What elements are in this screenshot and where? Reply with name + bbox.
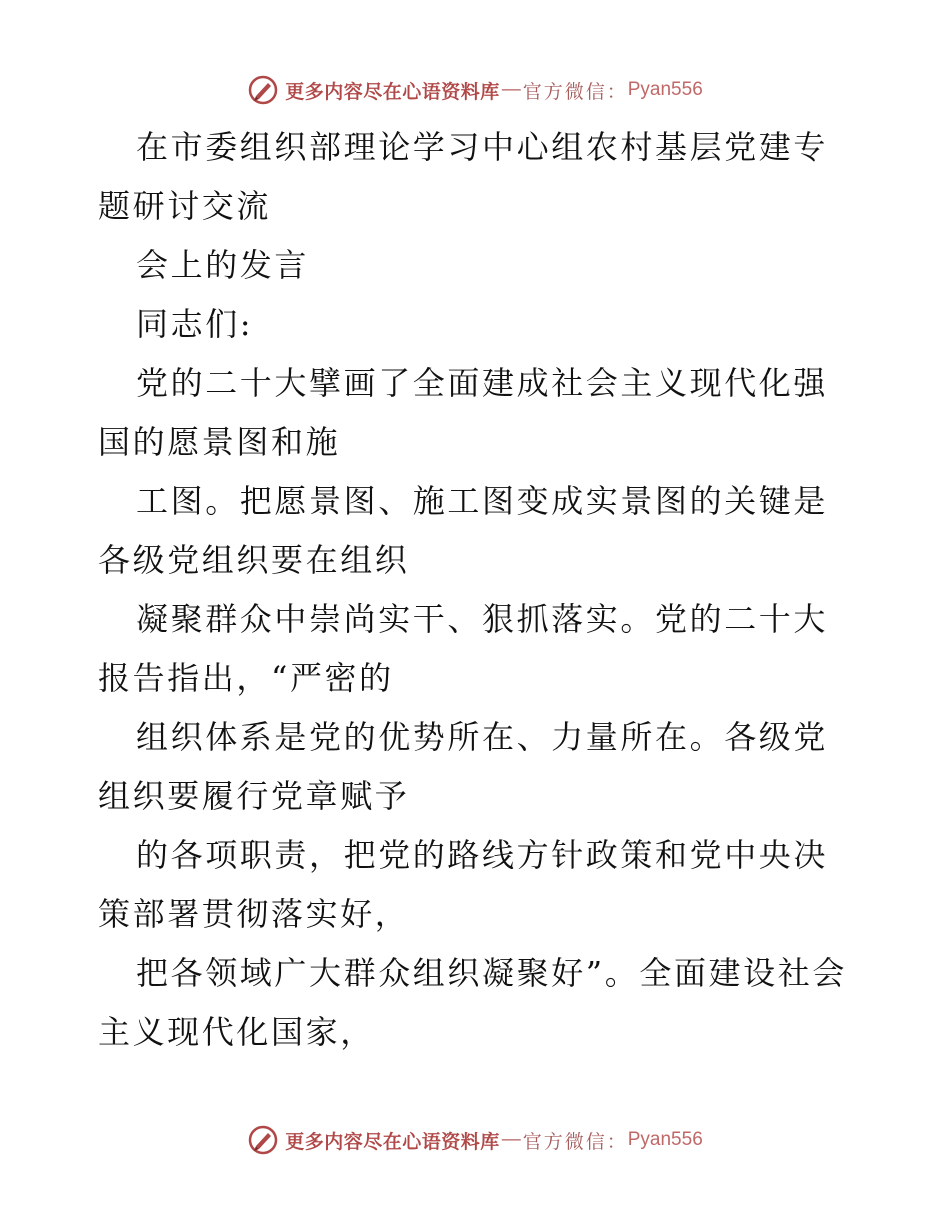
watermark-separator: — <box>501 79 521 100</box>
paragraph: 工图。把愿景图、施工图变成实景图的关键是各级党组织要在组织 <box>98 482 829 579</box>
paragraph: 同志们: <box>136 305 254 343</box>
paragraph: 党的二十大擘画了全面建成社会主义现代化强国的愿景图和施 <box>98 364 829 461</box>
watermark-wechat-id: Pyan556 <box>627 1129 703 1150</box>
pen-logo-icon <box>247 74 279 106</box>
paragraph: 的各项职责，把党的路线方针政策和党中央决策部署贯彻落实好， <box>98 836 829 933</box>
paragraph: 把各领域广大群众组织凝聚好”。全面建设社会主义现代化国家， <box>98 954 847 1051</box>
paragraph: 在市委组织部理论学习中心组农村基层党建专题研讨交流 <box>98 128 829 225</box>
document-body <box>98 118 858 1062</box>
pen-logo-icon <box>247 1124 279 1156</box>
watermark-separator: — <box>501 1129 521 1150</box>
watermark-wechat-label: 官方微信： <box>522 1131 628 1153</box>
header-watermark <box>0 74 950 106</box>
paragraph: 组织体系是党的优势所在、力量所在。各级党组织要履行党章赋予 <box>98 718 829 815</box>
watermark-wechat-id: Pyan556 <box>627 79 703 100</box>
watermark-wechat-label: 官方微信： <box>522 81 628 103</box>
watermark-main-text: 更多内容尽在心语资料库 <box>285 81 500 103</box>
footer-watermark <box>0 1124 950 1156</box>
paragraph: 凝聚群众中崇尚实干、狠抓落实。党的二十大报告指出，“严密的 <box>98 600 829 697</box>
paragraph: 会上的发言 <box>136 246 310 284</box>
watermark-main-text: 更多内容尽在心语资料库 <box>285 1131 500 1153</box>
